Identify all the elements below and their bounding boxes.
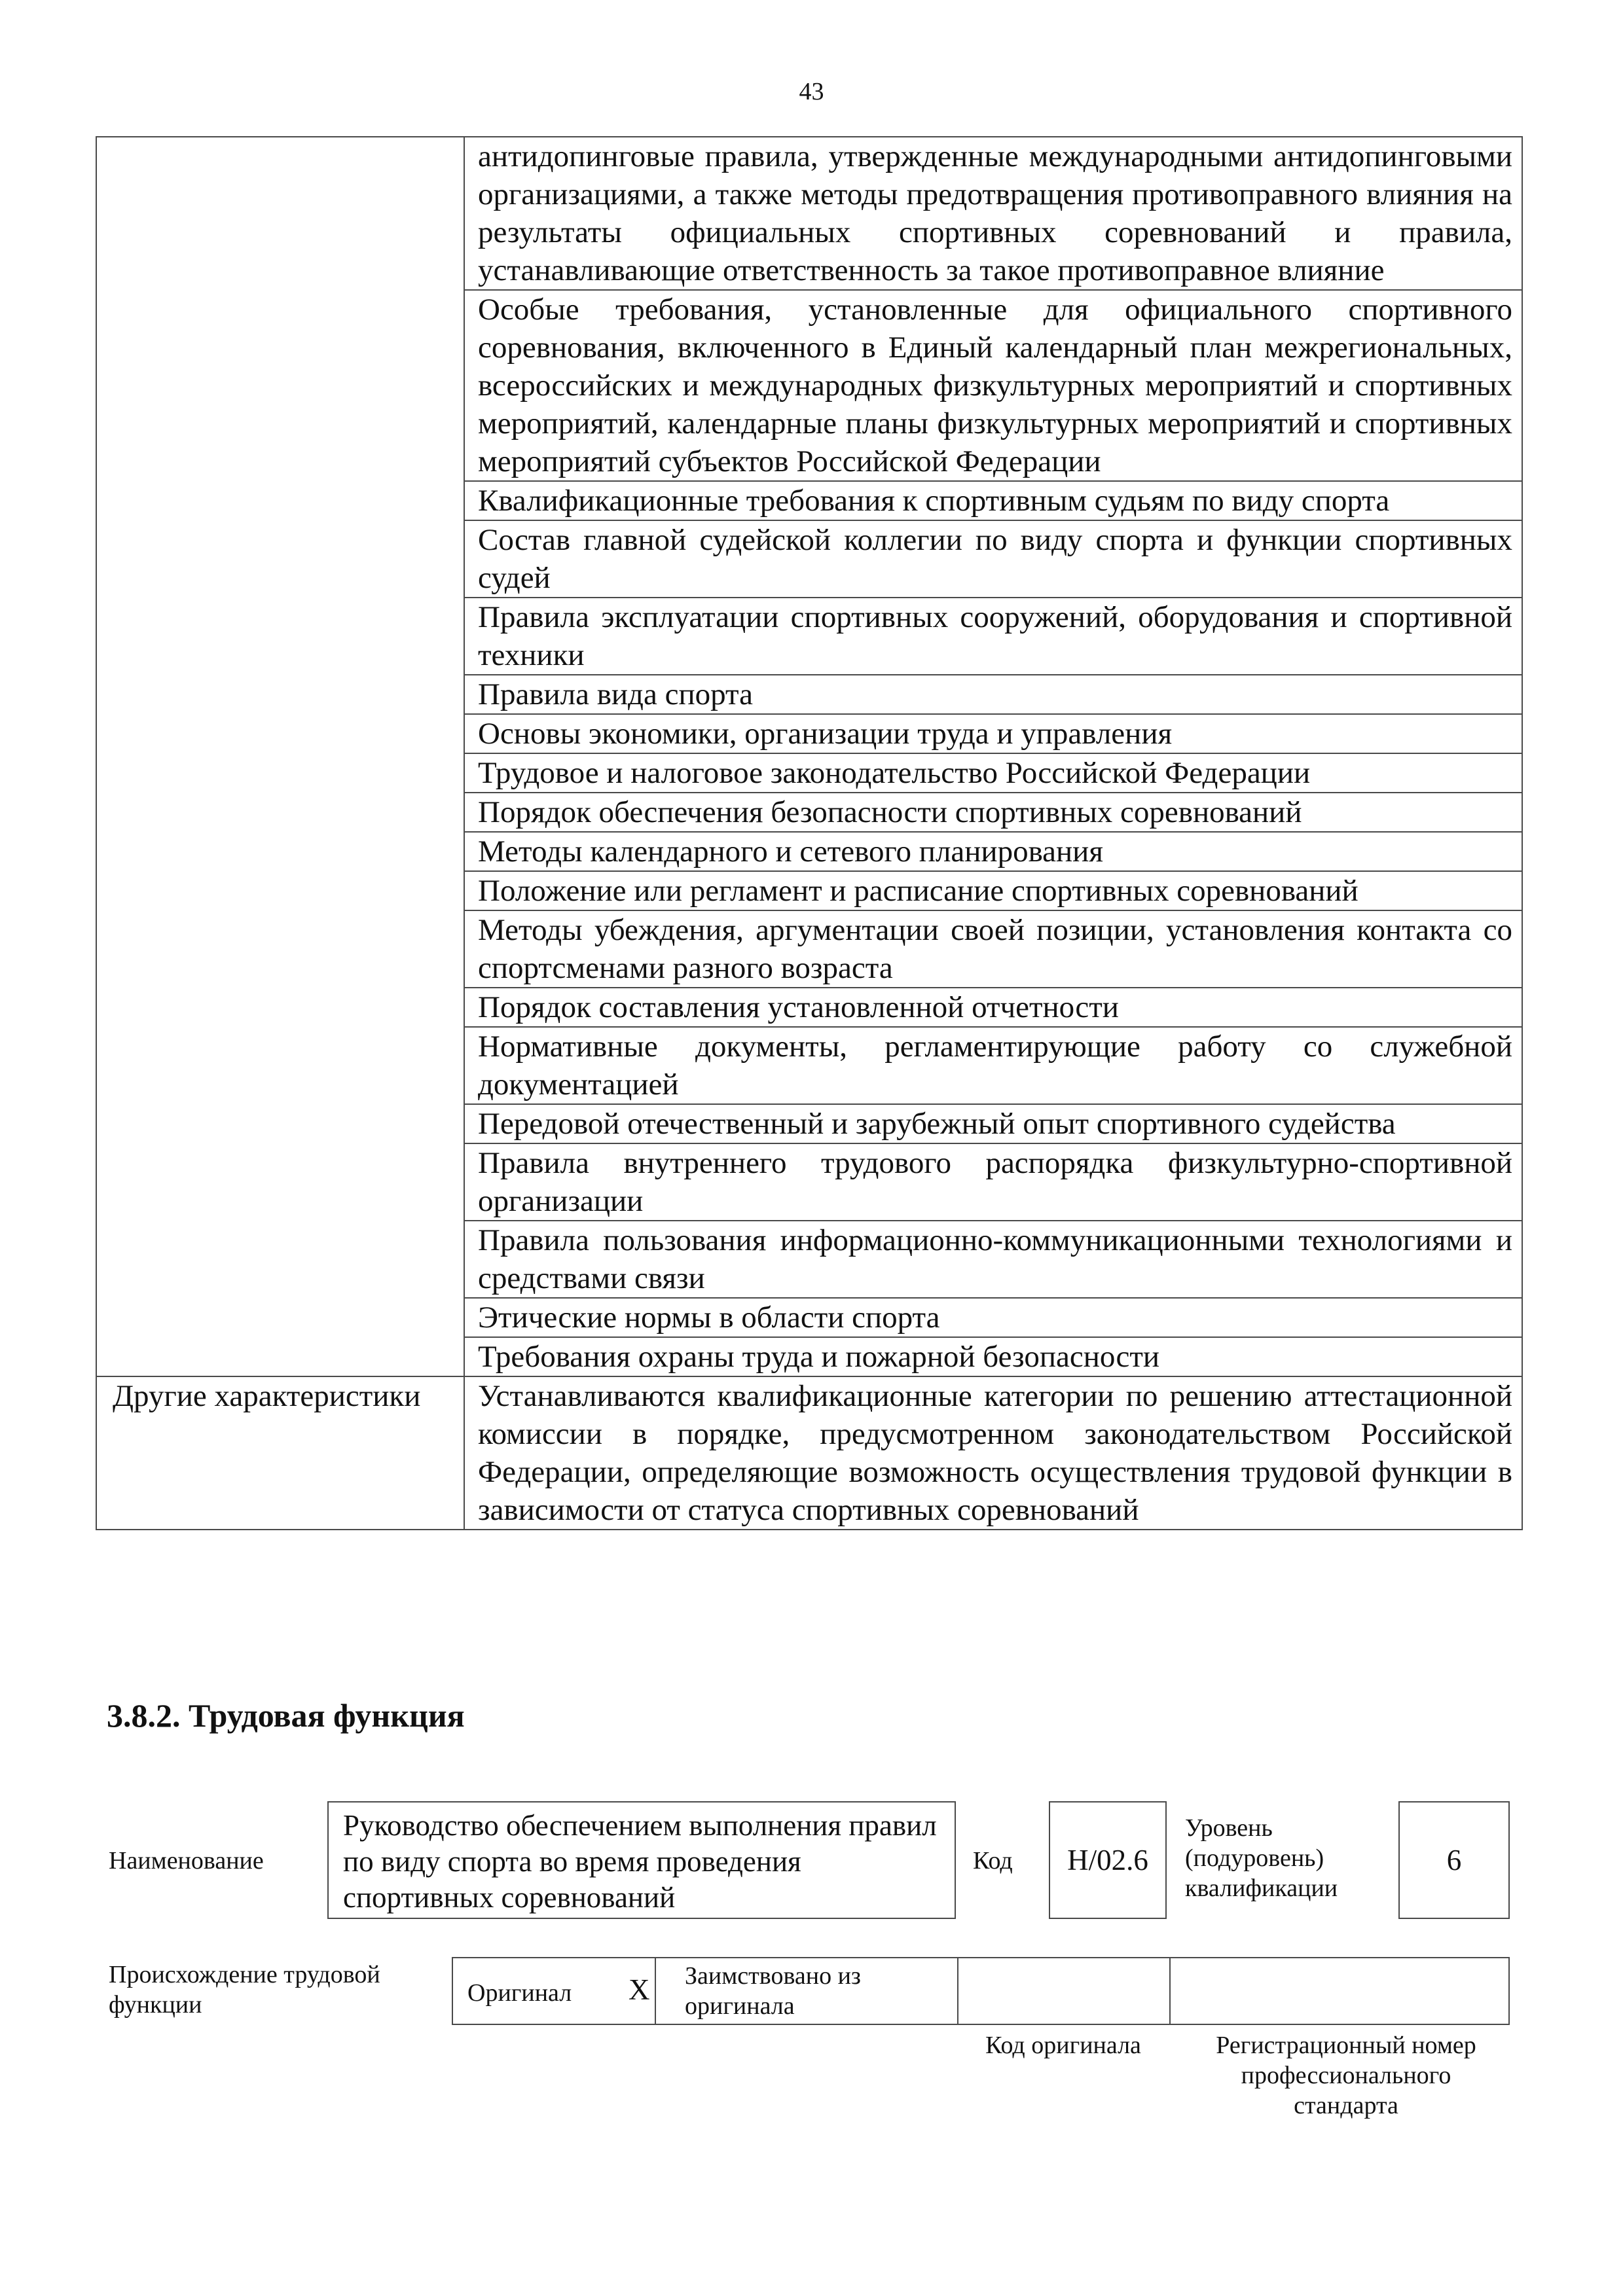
table-cell: Правила пользования информационно-коммуникационными технологиями и средствами связи [464,1221,1522,1298]
table-cell: Устанавливаются квалификационные категории по решению аттестационной комиссии в порядке, предусмотренном законодательством Российской Федерации, определяющие возможность осуществления трудовой функции в зависимости от статуса спортивных соревнований [464,1376,1522,1530]
original-mark: X [629,1973,650,2006]
reg-number-caption: Регистрационный номер профессионального стандарта [1216,2032,1476,2119]
code-label: Код [973,1847,1013,1874]
origin-box [452,1957,1510,2025]
code-original-caption: Код оригинала [985,2032,1141,2059]
function-name-box [327,1801,956,1919]
table-cell: Методы календарного и сетевого планирования [464,832,1522,871]
table-cell: Особые требования, установленные для официального спортивного соревнования, включенного в Единый календарный план межрегиональных, всероссийских и международных физкультурных мероприятий и спортивных мероприятий, календарные планы физкультурных мероприятий и спортивных мероприятий субъектов Российской Федерации [464,290,1522,481]
original-label: Оригинал [467,1979,572,2007]
knowledge-table-body [96,137,1522,1530]
table-cell: Состав главной судейской коллегии по виду спорта и функции спортивных судей [464,520,1522,598]
page-number: 43 [799,78,824,105]
table-cell: Этические нормы в области спорта [464,1298,1522,1337]
level-value: 6 [1398,1801,1510,1919]
table-left-cell: Другие характеристики [96,1376,464,1530]
table-cell: Положение или регламент и расписание спортивных соревнований [464,871,1522,910]
borrowed-label: Заимствовано из оригинала [685,1962,861,2020]
table-cell: Правила вида спорта [464,675,1522,714]
table-cell: Требования охраны труда и пожарной безопасности [464,1337,1522,1376]
table-row [96,137,1522,290]
table-cell: Передовой отечественный и зарубежный опыт спортивного судейства [464,1104,1522,1143]
table-cell: антидопинговые правила, утвержденные международными антидопинговыми организациями, а также методы предотвращения противоправного влияния на результаты официальных спортивных соревнований и правила, устанавливающие ответственность за такое противоправное влияние [464,137,1522,290]
table-cell: Правила эксплуатации спортивных сооружений, оборудования и спортивной техники [464,598,1522,675]
table-cell: Методы убеждения, аргументации своей позиции, установления контакта со спортсменами разного возраста [464,910,1522,988]
code-value: H/02.6 [1049,1801,1167,1919]
table-left-cell [96,137,464,1376]
table-row [96,1376,1522,1530]
origin-label: Происхождение трудовой функции [109,1961,380,2018]
origin-divider-2 [957,1957,958,2025]
table-cell: Порядок составления установленной отчетности [464,988,1522,1027]
table-cell: Трудовое и налоговое законодательство Российской Федерации [464,753,1522,793]
table-cell: Правила внутреннего трудового распорядка физкультурно-спортивной организации [464,1143,1522,1221]
level-label: Уровень (подуровень) квалификации [1185,1814,1338,1902]
knowledge-table [96,136,1523,1530]
origin-divider-3 [1169,1957,1171,2025]
table-cell: Нормативные документы, регламентирующие работу со служебной документацией [464,1027,1522,1104]
name-label: Наименование [109,1847,264,1874]
origin-divider-1 [655,1957,656,2025]
table-cell: Порядок обеспечения безопасности спортивных соревнований [464,793,1522,832]
table-cell: Основы экономики, организации труда и управления [464,714,1522,753]
function-name-value: Руководство обеспечением выполнения правил по виду спорта во время проведения спортивных соревнований [343,1809,937,1914]
section-heading: 3.8.2. Трудовая функция [107,1697,465,1734]
table-cell: Квалификационные требования к спортивным судьям по виду спорта [464,481,1522,520]
